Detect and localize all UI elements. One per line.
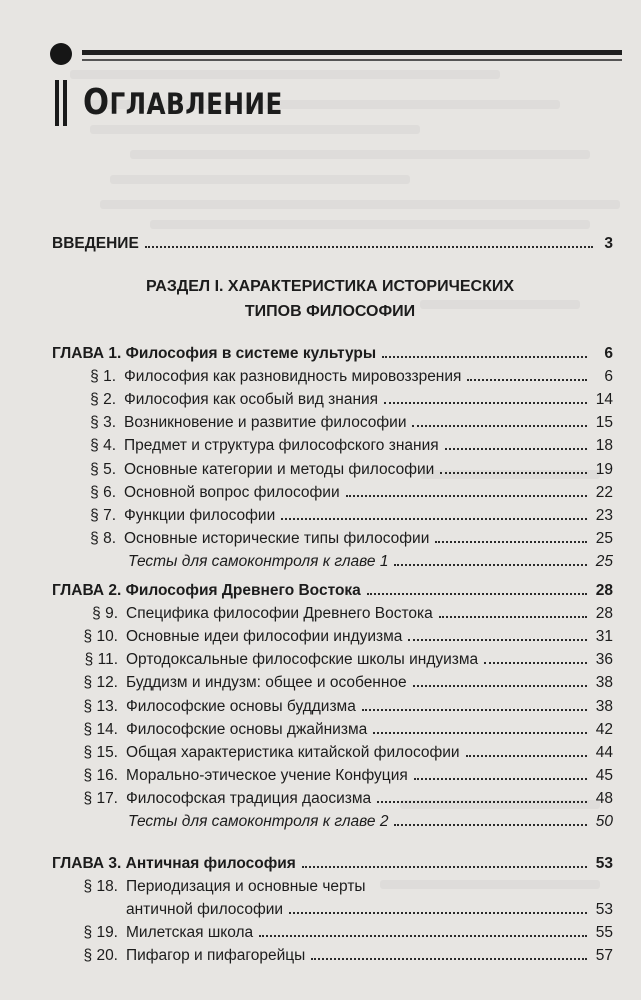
toc-section[interactable]: [78, 605, 613, 623]
entry-text: Милетская школа: [126, 924, 254, 942]
dot-leader: [394, 564, 587, 566]
page-number: 44: [595, 743, 613, 761]
toc-section-title: [90, 391, 378, 409]
section-number: § 10.: [83, 628, 118, 646]
entry-text: античной философии: [126, 901, 284, 919]
page-number: 50: [595, 813, 613, 830]
dot-leader: [439, 616, 587, 618]
entry-text: Тесты для самоконтроля к главе 1: [128, 552, 389, 570]
section-number: § 12.: [83, 674, 118, 692]
toc-section[interactable]: [90, 484, 613, 502]
page-number: 28: [595, 582, 613, 599]
page-number: 22: [595, 483, 613, 501]
page-number: 53: [595, 901, 613, 919]
dot-leader: [440, 472, 587, 474]
dot-leader: [445, 448, 587, 450]
part-heading-line2: ТИПОВ ФИЛОСОФИИ: [244, 303, 416, 320]
dot-leader: [259, 935, 587, 937]
dot-leader: [413, 685, 587, 687]
toc-chapter-2-title: [52, 582, 361, 600]
entry-text: Возникновение и развитие философии: [124, 414, 407, 432]
page-number: 25: [595, 529, 613, 547]
entry-text: Основные категории и методы философии: [124, 460, 435, 478]
section-number: § 5.: [90, 460, 116, 478]
section-number: § 6.: [90, 483, 116, 501]
section-number: § 8.: [90, 529, 116, 547]
entry-text: Специфика философии Древнего Востока: [126, 605, 433, 623]
section-number: § 2.: [90, 391, 116, 409]
entry-text: Буддизм и индузм: общее и особенное: [126, 674, 407, 692]
toc-section[interactable]: [78, 698, 613, 716]
toc-test[interactable]: [128, 553, 613, 571]
page-number: 19: [595, 460, 613, 478]
toc-section-title: [90, 484, 340, 502]
dot-leader: [145, 246, 593, 248]
entry-text: Философия как особый вид знания: [124, 391, 379, 409]
entry-text: ГЛАВА 3. Античная философия: [52, 855, 296, 872]
toc-section[interactable]: [90, 530, 613, 548]
section-number: § 18.: [83, 878, 118, 896]
section-number: § 7.: [90, 506, 116, 524]
dot-leader: [384, 402, 587, 404]
page-number: 3: [604, 235, 613, 252]
toc-section-title: [78, 628, 402, 646]
page-number: 25: [595, 552, 613, 570]
toc-section[interactable]: [90, 437, 613, 455]
toc-section-title: [78, 924, 253, 942]
dot-leader: [302, 866, 587, 868]
page-number: 31: [595, 628, 613, 646]
section-number: § 3.: [90, 414, 116, 432]
entry-text: Основные идеи философии индуизма: [126, 628, 403, 646]
toc-section[interactable]: [78, 924, 613, 942]
entry-text: ГЛАВА 2. Философия Древнего Востока: [52, 582, 361, 599]
part-heading-line1: РАЗДЕЛ I. ХАРАКТЕРИСТИКА ИСТОРИЧЕСКИХ: [146, 278, 514, 295]
entry-text: Общая характеристика китайской философии: [126, 743, 460, 761]
entry-text: Функции философии: [124, 506, 276, 524]
toc-section-title: [78, 947, 305, 965]
dot-leader: [484, 662, 587, 664]
toc-section-title: [78, 651, 478, 669]
toc-section-title: [90, 437, 439, 455]
section-number: § 20.: [83, 947, 118, 965]
toc-section[interactable]: [78, 947, 613, 965]
toc-section-title: [90, 461, 434, 479]
entry-text: ГЛАВА 1. Философия в системе культуры: [52, 345, 377, 362]
page-number: 36: [595, 651, 613, 669]
toc-section[interactable]: [90, 507, 613, 525]
toc-section[interactable]: [78, 878, 613, 896]
toc-section-title: [78, 605, 433, 623]
entry-text: Морально-этическое учение Конфуция: [126, 766, 408, 784]
entry-text: Пифагор и пифагорейцы: [126, 947, 306, 965]
dot-leader: [377, 801, 587, 803]
page-number: 28: [595, 605, 613, 623]
dot-leader: [382, 356, 587, 358]
dot-leader: [373, 732, 587, 734]
page-number: 45: [595, 766, 613, 784]
entry-text: Философия как разновидность мировоззрения: [124, 368, 462, 386]
page-number: 14: [595, 391, 613, 409]
toc-chapter-2[interactable]: [52, 582, 613, 600]
entry-text: Философская традиция даосизма: [126, 789, 372, 807]
entry-text: Тесты для самоконтроля к главе 2: [128, 813, 389, 830]
toc-section-title: [78, 790, 371, 808]
section-number: § 16.: [83, 766, 118, 784]
section-number: § 14.: [83, 720, 118, 738]
toc-section-title: [90, 530, 429, 548]
toc-section-title: [90, 414, 406, 432]
toc-chapter-3-title: [52, 855, 296, 873]
entry-text: ВВЕДЕНИЕ: [52, 235, 139, 252]
dot-leader: [281, 518, 587, 520]
entry-text: Предмет и структура философского знания: [124, 437, 439, 455]
toc-section-title: [78, 721, 367, 739]
toc-intro[interactable]: [52, 235, 613, 253]
toc-section[interactable]: [78, 651, 613, 669]
toc-section-cont-title: [78, 901, 283, 919]
toc-section-title: [78, 698, 356, 716]
toc-chapter-1-title: [52, 345, 376, 363]
page-number: 57: [595, 947, 613, 965]
page-number: 6: [604, 345, 613, 362]
section-number: § 4.: [90, 437, 116, 455]
section-number: § 9.: [92, 605, 118, 623]
section-number: § 1.: [90, 368, 116, 386]
toc-section[interactable]: [78, 628, 613, 646]
dot-leader: [362, 709, 587, 711]
page-number: 38: [595, 697, 613, 715]
toc-intro-title: [52, 235, 139, 253]
page-number: 38: [595, 674, 613, 692]
entry-text: Философские основы буддизма: [126, 697, 356, 715]
toc-section[interactable]: [90, 414, 613, 432]
dot-leader: [414, 778, 587, 780]
dot-leader: [435, 541, 587, 543]
toc-section[interactable]: [78, 767, 613, 785]
page-number: 48: [595, 789, 613, 807]
toc-section-title: [90, 507, 275, 525]
page-number: 18: [595, 437, 613, 455]
toc-test-title: [128, 553, 388, 571]
toc-section[interactable]: [78, 674, 613, 692]
section-number: § 13.: [83, 697, 118, 715]
dot-leader: [394, 824, 587, 826]
toc-section[interactable]: [78, 790, 613, 808]
dot-leader: [346, 495, 587, 497]
toc-test-title: [128, 813, 388, 831]
dot-leader: [466, 755, 587, 757]
page-number: 55: [595, 924, 613, 942]
toc-section-title: [78, 674, 407, 692]
entry-text: Ортодоксальные философские школы индуизма: [126, 651, 479, 669]
page-number: 53: [595, 855, 613, 872]
dot-leader: [467, 379, 587, 381]
section-number: § 19.: [83, 924, 118, 942]
toc-test[interactable]: [128, 813, 613, 831]
entry-text: Периодизация и основные черты: [126, 878, 366, 896]
page-number: 23: [595, 506, 613, 524]
toc-section[interactable]: [78, 721, 613, 739]
toc-section-title: [78, 744, 460, 762]
toc-section[interactable]: [90, 391, 613, 409]
section-number: § 17.: [83, 789, 118, 807]
toc-section[interactable]: [78, 744, 613, 762]
dot-leader: [367, 593, 587, 595]
dot-leader: [289, 912, 587, 914]
page-number: 15: [595, 414, 613, 432]
section-number: § 15.: [83, 743, 118, 761]
toc-chapter-1[interactable]: [52, 345, 613, 363]
entry-text: Основной вопрос философии: [124, 483, 340, 501]
page-number: 6: [604, 368, 613, 386]
toc-chapter-3[interactable]: [52, 855, 613, 873]
toc-section[interactable]: [90, 368, 613, 386]
dot-leader: [311, 958, 587, 960]
entry-text: Философские основы джайнизма: [126, 720, 368, 738]
page-title: ОГЛАВЛЕНИЕ: [83, 82, 283, 123]
dot-leader: [412, 425, 587, 427]
toc-section-title: [78, 767, 408, 785]
toc-section-cont[interactable]: [78, 901, 613, 919]
toc-section-title: [78, 878, 366, 896]
toc-section-title: [90, 368, 461, 386]
section-number: § 11.: [84, 651, 118, 669]
toc-section[interactable]: [90, 461, 613, 479]
dot-leader: [408, 639, 587, 641]
entry-text: Основные исторические типы философии: [124, 529, 430, 547]
page-number: 42: [595, 720, 613, 738]
